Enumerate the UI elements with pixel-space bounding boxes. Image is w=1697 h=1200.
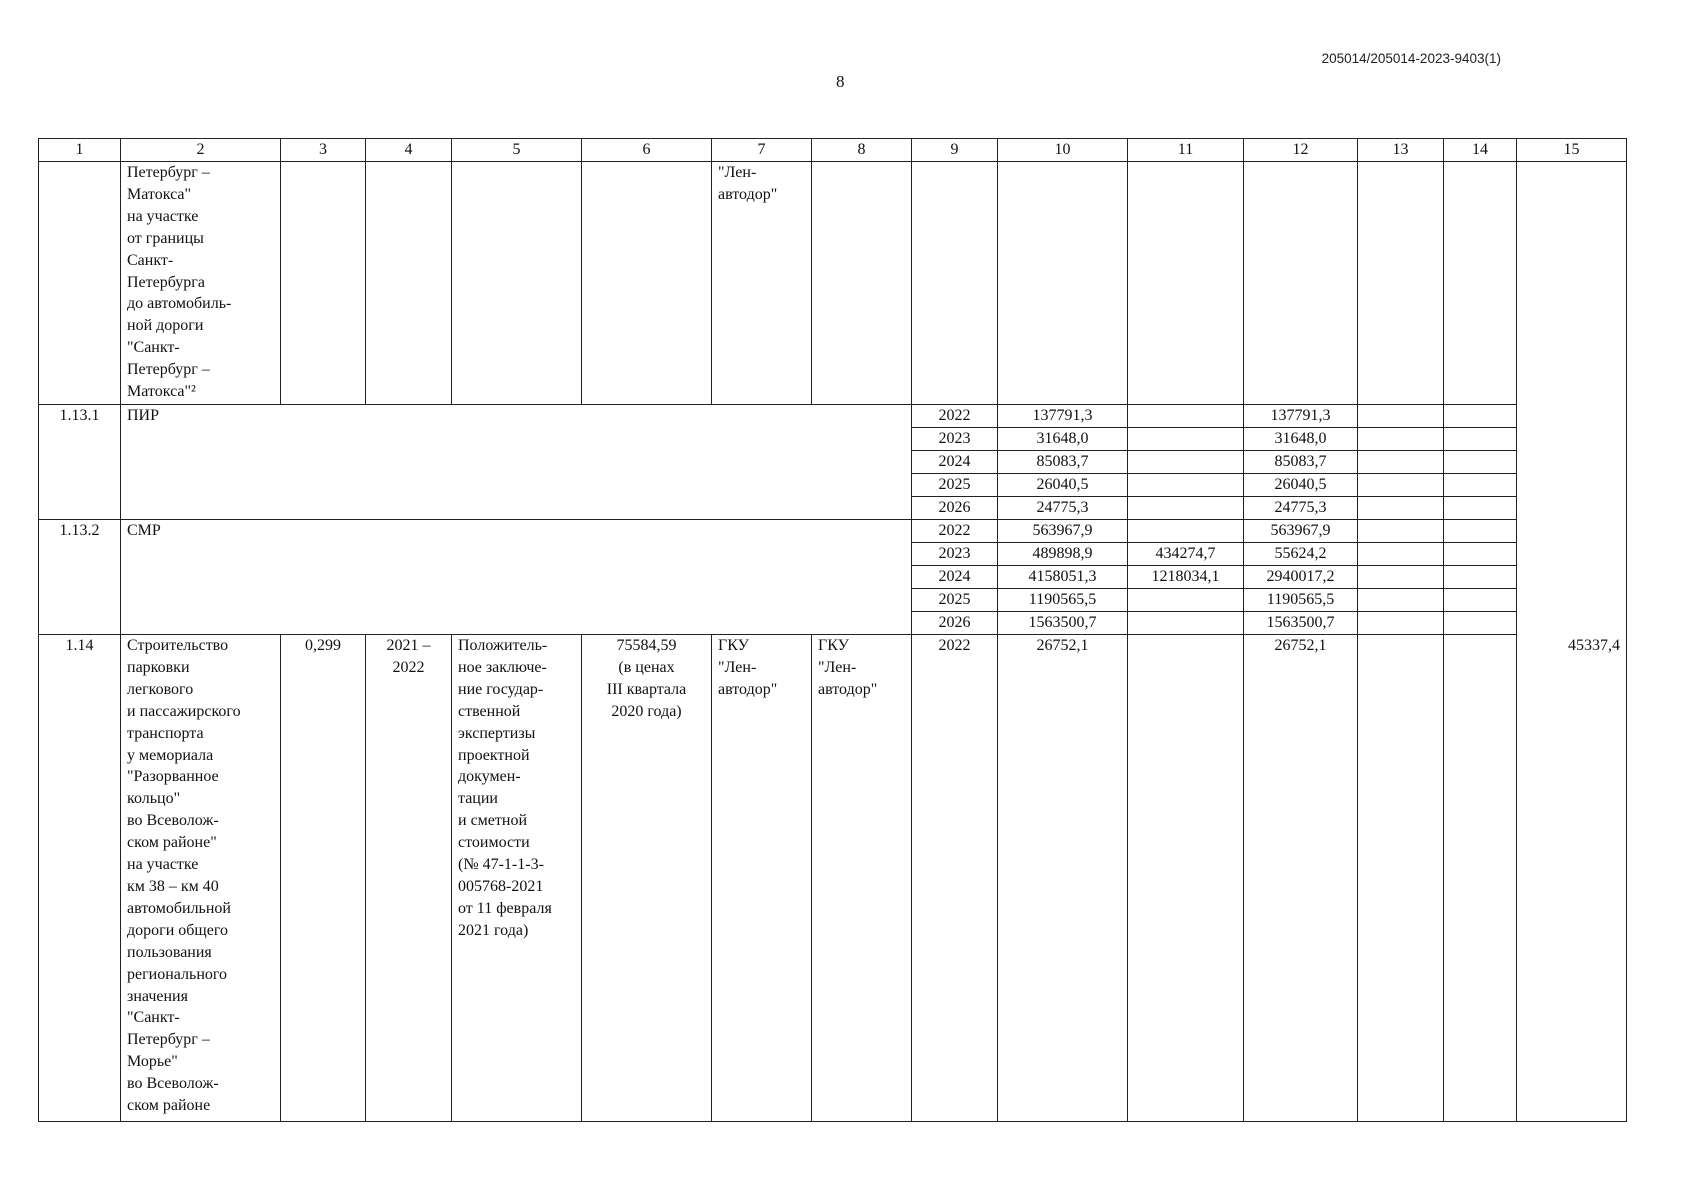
col-header-5: 5: [452, 139, 582, 162]
continued-row: [39, 162, 1627, 405]
cell: [1244, 162, 1358, 405]
cell: [1358, 566, 1444, 589]
table-row: [39, 405, 1627, 428]
total-cell: 4158051,3: [998, 566, 1128, 589]
year-cell: 2026: [912, 497, 998, 520]
pir-code: 1.13.1: [39, 405, 121, 520]
federal-cell: [1128, 497, 1244, 520]
total-cell: 24775,3: [998, 497, 1128, 520]
capacity-cell: 0,299: [281, 635, 366, 1122]
cell: [582, 162, 712, 405]
federal-cell: [1128, 589, 1244, 612]
col-header-7: 7: [712, 139, 812, 162]
col-header-8: 8: [812, 139, 912, 162]
cell: [1358, 635, 1444, 1122]
object-name: Строительство парковки легкового и пассажирского транспорта у мемориала "Разорванное кольцо" во Всеволож- ском районе" на участке км 38 – км 40 автомобильной дороги общего пользования регионального значения "Санкт- Петербург – Морье" во Всеволож- ском районе: [121, 635, 281, 1122]
cell: [1444, 428, 1517, 451]
cell: [1444, 405, 1517, 428]
cell: [812, 162, 912, 405]
total-cell: 85083,7: [998, 451, 1128, 474]
cell: [1444, 497, 1517, 520]
developer-cell: ГКУ "Лен- автодор": [812, 635, 912, 1122]
federal-cell: 434274,7: [1128, 543, 1244, 566]
federal-cell: [1128, 428, 1244, 451]
cell: [1444, 474, 1517, 497]
cell: [1444, 543, 1517, 566]
cell: [998, 162, 1128, 405]
cell: [1444, 520, 1517, 543]
year-cell: 2022: [912, 635, 998, 1122]
regional-cell: 2940017,2: [1244, 566, 1358, 589]
table-row: [39, 520, 1627, 543]
cell: [1444, 162, 1517, 405]
smr-label: СМР: [121, 520, 912, 635]
total-cell: 137791,3: [998, 405, 1128, 428]
cell: [39, 162, 121, 405]
cell: [1358, 520, 1444, 543]
customer-cell: ГКУ "Лен- автодор": [712, 635, 812, 1122]
smr-code: 1.13.2: [39, 520, 121, 635]
cell: [1128, 635, 1244, 1122]
regional-cell: 1563500,7: [1244, 612, 1358, 635]
cell: [1358, 162, 1444, 405]
program-table: [38, 138, 1627, 1122]
cell: [1517, 162, 1627, 635]
total-cell: 31648,0: [998, 428, 1128, 451]
year-cell: 2023: [912, 543, 998, 566]
col-header-14: 14: [1444, 139, 1517, 162]
cell: [1444, 566, 1517, 589]
cell: [1358, 451, 1444, 474]
col-header-4: 4: [366, 139, 452, 162]
total-cell: 563967,9: [998, 520, 1128, 543]
col-header-11: 11: [1128, 139, 1244, 162]
regional-cell: 563967,9: [1244, 520, 1358, 543]
col-header-12: 12: [1244, 139, 1358, 162]
regional-cell: 55624,2: [1244, 543, 1358, 566]
regional-cell: 31648,0: [1244, 428, 1358, 451]
cell: [1358, 543, 1444, 566]
total-cell: 1563500,7: [998, 612, 1128, 635]
federal-cell: 1218034,1: [1128, 566, 1244, 589]
year-cell: 2024: [912, 566, 998, 589]
cell: [1358, 497, 1444, 520]
customer-continued: "Лен- автодор": [712, 162, 812, 405]
federal-cell: [1128, 474, 1244, 497]
regional-cell: 24775,3: [1244, 497, 1358, 520]
col-header-15: 15: [1517, 139, 1627, 162]
cell: [1444, 635, 1517, 1122]
cell: [1444, 612, 1517, 635]
cell: [1358, 589, 1444, 612]
cell: [1444, 451, 1517, 474]
period-cell: 2021 – 2022: [366, 635, 452, 1122]
total-cell: 26752,1: [998, 635, 1128, 1122]
col-header-6: 6: [582, 139, 712, 162]
total-cell: 26040,5: [998, 474, 1128, 497]
regional-cell: 85083,7: [1244, 451, 1358, 474]
cell: [452, 162, 582, 405]
col-header-9: 9: [912, 139, 998, 162]
cell: [1358, 428, 1444, 451]
federal-cell: [1128, 612, 1244, 635]
table-row: [39, 635, 1627, 1122]
total-cell: 489898,9: [998, 543, 1128, 566]
page-number: 8: [836, 72, 845, 91]
column-number-row: [39, 139, 1627, 162]
cell: [366, 162, 452, 405]
year-cell: 2025: [912, 589, 998, 612]
year-cell: 2023: [912, 428, 998, 451]
col-header-2: 2: [121, 139, 281, 162]
cell: [1358, 405, 1444, 428]
document-id: 205014/205014-2023-9403(1): [1321, 51, 1501, 66]
cell: [1358, 612, 1444, 635]
federal-cell: [1128, 520, 1244, 543]
year-cell: 2022: [912, 405, 998, 428]
col-header-13: 13: [1358, 139, 1444, 162]
estimated-cost-cell: 75584,59 (в ценах III квартала 2020 года): [582, 635, 712, 1122]
expertise-cell: Положитель- ное заключе- ние государ- ственной экспертизы проектной докумен- тации и сметной стоимости (№ 47-1-1-3- 005768-2021 от 11 февраля 2021 года): [452, 635, 582, 1122]
year-cell: 2025: [912, 474, 998, 497]
regional-cell: 1190565,5: [1244, 589, 1358, 612]
regional-cell: 26752,1: [1244, 635, 1358, 1122]
regional-cell: 26040,5: [1244, 474, 1358, 497]
cell: [1444, 589, 1517, 612]
pir-label: ПИР: [121, 405, 912, 520]
cell: [281, 162, 366, 405]
federal-cell: [1128, 405, 1244, 428]
year-cell: 2022: [912, 520, 998, 543]
item-code: 1.14: [39, 635, 121, 1122]
federal-cell: [1128, 451, 1244, 474]
cell: [912, 162, 998, 405]
cell: [1358, 474, 1444, 497]
col-header-10: 10: [998, 139, 1128, 162]
remaining-cost-cell: 45337,4: [1517, 635, 1627, 1122]
col-header-1: 1: [39, 139, 121, 162]
col-header-3: 3: [281, 139, 366, 162]
regional-cell: 137791,3: [1244, 405, 1358, 428]
year-cell: 2024: [912, 451, 998, 474]
cell: [1128, 162, 1244, 405]
year-cell: 2026: [912, 612, 998, 635]
total-cell: 1190565,5: [998, 589, 1128, 612]
object-name-continued: Петербург – Матокса" на участке от границы Санкт- Петербурга до автомобиль- ной дороги "Санкт- Петербург – Матокса"²: [121, 162, 281, 405]
